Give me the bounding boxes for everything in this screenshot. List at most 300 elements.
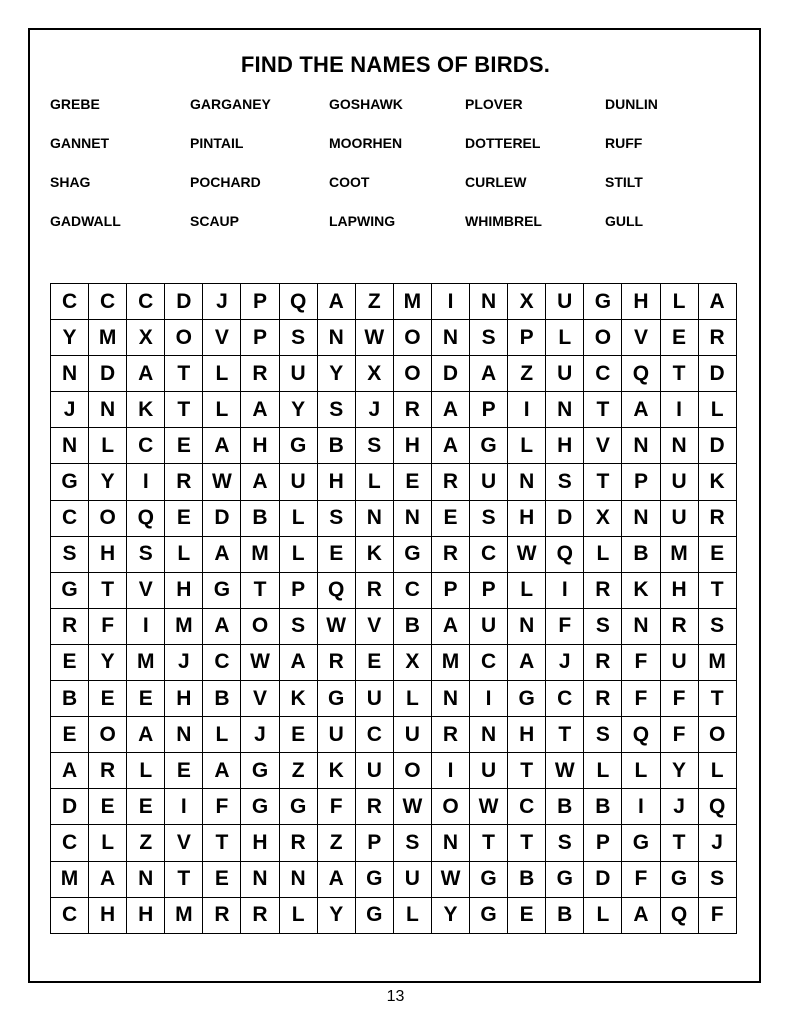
grid-cell[interactable]: H	[127, 897, 165, 933]
grid-cell[interactable]: Q	[622, 717, 660, 753]
grid-cell[interactable]: D	[203, 500, 241, 536]
grid-cell[interactable]: N	[355, 500, 393, 536]
grid-cell[interactable]: E	[165, 500, 203, 536]
grid-cell[interactable]: N	[317, 320, 355, 356]
grid-cell[interactable]: S	[470, 500, 508, 536]
grid-cell[interactable]: E	[317, 536, 355, 572]
grid-cell[interactable]: L	[584, 536, 622, 572]
grid-cell[interactable]: D	[165, 284, 203, 320]
grid-cell[interactable]: X	[127, 320, 165, 356]
grid-cell[interactable]: G	[660, 861, 698, 897]
grid-cell[interactable]: L	[393, 897, 431, 933]
grid-cell[interactable]: Y	[660, 753, 698, 789]
grid-cell[interactable]: I	[660, 392, 698, 428]
grid-cell[interactable]: L	[660, 284, 698, 320]
grid-cell[interactable]: A	[698, 284, 736, 320]
grid-cell[interactable]: D	[51, 789, 89, 825]
grid-cell[interactable]: O	[89, 500, 127, 536]
grid-cell[interactable]: G	[279, 428, 317, 464]
grid-cell[interactable]: A	[241, 392, 279, 428]
grid-cell[interactable]: G	[241, 753, 279, 789]
grid-cell[interactable]: D	[89, 356, 127, 392]
grid-cell[interactable]: C	[51, 284, 89, 320]
grid-cell[interactable]: U	[470, 608, 508, 644]
grid-cell[interactable]: R	[431, 464, 469, 500]
grid-cell[interactable]: E	[508, 897, 546, 933]
grid-cell[interactable]: R	[584, 572, 622, 608]
grid-cell[interactable]: L	[279, 536, 317, 572]
grid-cell[interactable]: J	[165, 644, 203, 680]
grid-cell[interactable]: O	[89, 717, 127, 753]
grid-cell[interactable]: Y	[89, 644, 127, 680]
grid-cell[interactable]: Q	[317, 572, 355, 608]
grid-cell[interactable]: C	[203, 644, 241, 680]
grid-cell[interactable]: G	[355, 897, 393, 933]
grid-cell[interactable]: X	[393, 644, 431, 680]
grid-cell[interactable]: R	[51, 608, 89, 644]
grid-cell[interactable]: I	[470, 681, 508, 717]
grid-cell[interactable]: G	[584, 284, 622, 320]
grid-cell[interactable]: U	[660, 464, 698, 500]
grid-cell[interactable]: N	[165, 717, 203, 753]
grid-cell[interactable]: T	[660, 356, 698, 392]
grid-cell[interactable]: R	[584, 644, 622, 680]
grid-cell[interactable]: B	[393, 608, 431, 644]
grid-cell[interactable]: U	[660, 644, 698, 680]
grid-cell[interactable]: J	[546, 644, 584, 680]
grid-cell[interactable]: Q	[546, 536, 584, 572]
grid-cell[interactable]: M	[165, 608, 203, 644]
grid-cell[interactable]: E	[698, 536, 736, 572]
grid-cell[interactable]: Y	[51, 320, 89, 356]
grid-cell[interactable]: L	[165, 536, 203, 572]
grid-cell[interactable]: E	[431, 500, 469, 536]
grid-cell[interactable]: U	[355, 681, 393, 717]
grid-cell[interactable]: P	[584, 825, 622, 861]
grid-cell[interactable]: L	[279, 500, 317, 536]
grid-cell[interactable]: V	[241, 681, 279, 717]
grid-cell[interactable]: N	[241, 861, 279, 897]
grid-cell[interactable]: U	[279, 356, 317, 392]
grid-cell[interactable]: B	[546, 897, 584, 933]
grid-cell[interactable]: T	[660, 825, 698, 861]
grid-cell[interactable]: Q	[660, 897, 698, 933]
grid-cell[interactable]: N	[470, 284, 508, 320]
grid-cell[interactable]: U	[317, 717, 355, 753]
grid-cell[interactable]: B	[584, 789, 622, 825]
grid-cell[interactable]: V	[165, 825, 203, 861]
grid-cell[interactable]: W	[317, 608, 355, 644]
grid-cell[interactable]: X	[355, 356, 393, 392]
grid-cell[interactable]: W	[508, 536, 546, 572]
grid-cell[interactable]: Y	[431, 897, 469, 933]
grid-cell[interactable]: L	[127, 753, 165, 789]
grid-cell[interactable]: C	[51, 825, 89, 861]
grid-cell[interactable]: I	[508, 392, 546, 428]
grid-cell[interactable]: R	[317, 644, 355, 680]
grid-cell[interactable]: R	[393, 392, 431, 428]
grid-cell[interactable]: G	[470, 861, 508, 897]
grid-cell[interactable]: Z	[317, 825, 355, 861]
grid-cell[interactable]: W	[355, 320, 393, 356]
grid-cell[interactable]: P	[431, 572, 469, 608]
grid-cell[interactable]: R	[431, 536, 469, 572]
grid-cell[interactable]: R	[203, 897, 241, 933]
grid-cell[interactable]: O	[241, 608, 279, 644]
grid-cell[interactable]: D	[546, 500, 584, 536]
grid-cell[interactable]: T	[698, 572, 736, 608]
grid-cell[interactable]: N	[660, 428, 698, 464]
grid-cell[interactable]: G	[393, 536, 431, 572]
grid-cell[interactable]: L	[279, 897, 317, 933]
grid-cell[interactable]: Z	[508, 356, 546, 392]
grid-cell[interactable]: L	[584, 897, 622, 933]
grid-cell[interactable]: H	[508, 717, 546, 753]
grid-cell[interactable]: S	[546, 825, 584, 861]
grid-cell[interactable]: L	[546, 320, 584, 356]
grid-cell[interactable]: N	[51, 428, 89, 464]
grid-cell[interactable]: N	[546, 392, 584, 428]
grid-cell[interactable]: I	[431, 753, 469, 789]
grid-cell[interactable]: M	[431, 644, 469, 680]
grid-cell[interactable]: U	[546, 356, 584, 392]
grid-cell[interactable]: S	[279, 608, 317, 644]
grid-cell[interactable]: X	[584, 500, 622, 536]
grid-cell[interactable]: S	[317, 500, 355, 536]
grid-cell[interactable]: B	[508, 861, 546, 897]
grid-cell[interactable]: M	[660, 536, 698, 572]
grid-cell[interactable]: J	[241, 717, 279, 753]
grid-cell[interactable]: J	[203, 284, 241, 320]
grid-cell[interactable]: R	[89, 753, 127, 789]
grid-cell[interactable]: U	[546, 284, 584, 320]
grid-cell[interactable]: E	[393, 464, 431, 500]
grid-cell[interactable]: W	[470, 789, 508, 825]
grid-cell[interactable]: T	[508, 753, 546, 789]
grid-cell[interactable]: A	[127, 717, 165, 753]
grid-cell[interactable]: A	[203, 608, 241, 644]
grid-cell[interactable]: K	[279, 681, 317, 717]
grid-cell[interactable]: C	[508, 789, 546, 825]
grid-cell[interactable]: H	[165, 572, 203, 608]
grid-cell[interactable]: N	[508, 464, 546, 500]
grid-cell[interactable]: A	[431, 608, 469, 644]
grid-cell[interactable]: A	[203, 536, 241, 572]
grid-cell[interactable]: F	[546, 608, 584, 644]
grid-cell[interactable]: P	[470, 392, 508, 428]
grid-cell[interactable]: O	[393, 356, 431, 392]
grid-cell[interactable]: O	[431, 789, 469, 825]
grid-cell[interactable]: T	[203, 825, 241, 861]
grid-cell[interactable]: C	[51, 897, 89, 933]
grid-cell[interactable]: D	[698, 428, 736, 464]
grid-cell[interactable]: E	[89, 789, 127, 825]
grid-cell[interactable]: N	[89, 392, 127, 428]
grid-cell[interactable]: T	[241, 572, 279, 608]
grid-cell[interactable]: R	[660, 608, 698, 644]
grid-cell[interactable]: L	[622, 753, 660, 789]
grid-cell[interactable]: H	[317, 464, 355, 500]
grid-cell[interactable]: H	[241, 428, 279, 464]
grid-cell[interactable]: M	[241, 536, 279, 572]
grid-cell[interactable]: M	[89, 320, 127, 356]
grid-cell[interactable]: W	[203, 464, 241, 500]
grid-cell[interactable]: A	[241, 464, 279, 500]
grid-cell[interactable]: L	[89, 428, 127, 464]
grid-cell[interactable]: U	[470, 753, 508, 789]
grid-cell[interactable]: N	[470, 717, 508, 753]
grid-cell[interactable]: R	[241, 897, 279, 933]
grid-cell[interactable]: A	[279, 644, 317, 680]
grid-cell[interactable]: B	[51, 681, 89, 717]
grid-cell[interactable]: N	[279, 861, 317, 897]
grid-cell[interactable]: S	[279, 320, 317, 356]
grid-cell[interactable]: R	[165, 464, 203, 500]
grid-cell[interactable]: V	[584, 428, 622, 464]
grid-cell[interactable]: T	[698, 681, 736, 717]
grid-cell[interactable]: F	[203, 789, 241, 825]
grid-cell[interactable]: D	[698, 356, 736, 392]
grid-cell[interactable]: J	[660, 789, 698, 825]
grid-cell[interactable]: Q	[127, 500, 165, 536]
grid-cell[interactable]: R	[241, 356, 279, 392]
grid-cell[interactable]: S	[698, 861, 736, 897]
grid-cell[interactable]: B	[241, 500, 279, 536]
grid-cell[interactable]: G	[203, 572, 241, 608]
grid-cell[interactable]: E	[165, 428, 203, 464]
grid-cell[interactable]: M	[698, 644, 736, 680]
grid-cell[interactable]: V	[127, 572, 165, 608]
grid-cell[interactable]: W	[546, 753, 584, 789]
grid-cell[interactable]: E	[51, 644, 89, 680]
grid-cell[interactable]: Y	[279, 392, 317, 428]
grid-cell[interactable]: E	[660, 320, 698, 356]
grid-cell[interactable]: B	[317, 428, 355, 464]
grid-cell[interactable]: F	[89, 608, 127, 644]
grid-cell[interactable]: C	[470, 644, 508, 680]
grid-cell[interactable]: R	[698, 500, 736, 536]
grid-cell[interactable]: A	[51, 753, 89, 789]
grid-cell[interactable]: E	[127, 789, 165, 825]
grid-cell[interactable]: I	[165, 789, 203, 825]
grid-cell[interactable]: N	[393, 500, 431, 536]
grid-cell[interactable]: G	[355, 861, 393, 897]
grid-cell[interactable]: R	[698, 320, 736, 356]
grid-cell[interactable]: J	[698, 825, 736, 861]
grid-cell[interactable]: C	[546, 681, 584, 717]
grid-cell[interactable]: L	[508, 572, 546, 608]
grid-cell[interactable]: L	[203, 717, 241, 753]
grid-cell[interactable]: L	[698, 753, 736, 789]
grid-cell[interactable]: L	[203, 356, 241, 392]
grid-cell[interactable]: J	[355, 392, 393, 428]
grid-cell[interactable]: I	[127, 464, 165, 500]
grid-cell[interactable]: A	[470, 356, 508, 392]
grid-cell[interactable]: N	[431, 825, 469, 861]
grid-cell[interactable]: O	[393, 753, 431, 789]
grid-cell[interactable]: A	[89, 861, 127, 897]
grid-cell[interactable]: S	[393, 825, 431, 861]
grid-cell[interactable]: A	[431, 428, 469, 464]
grid-cell[interactable]: K	[127, 392, 165, 428]
grid-cell[interactable]: G	[470, 428, 508, 464]
grid-cell[interactable]: S	[470, 320, 508, 356]
grid-cell[interactable]: O	[165, 320, 203, 356]
grid-cell[interactable]: A	[508, 644, 546, 680]
grid-cell[interactable]: E	[89, 681, 127, 717]
grid-cell[interactable]: V	[355, 608, 393, 644]
grid-cell[interactable]: Y	[317, 356, 355, 392]
grid-cell[interactable]: J	[51, 392, 89, 428]
grid-cell[interactable]: C	[584, 356, 622, 392]
grid-cell[interactable]: Z	[355, 284, 393, 320]
grid-cell[interactable]: U	[355, 753, 393, 789]
grid-cell[interactable]: M	[165, 897, 203, 933]
grid-cell[interactable]: C	[470, 536, 508, 572]
grid-cell[interactable]: T	[546, 717, 584, 753]
grid-cell[interactable]: X	[508, 284, 546, 320]
grid-cell[interactable]: G	[317, 681, 355, 717]
grid-cell[interactable]: P	[622, 464, 660, 500]
grid-cell[interactable]: L	[508, 428, 546, 464]
grid-cell[interactable]: K	[698, 464, 736, 500]
grid-cell[interactable]: N	[508, 608, 546, 644]
grid-cell[interactable]: O	[393, 320, 431, 356]
grid-cell[interactable]: M	[393, 284, 431, 320]
grid-cell[interactable]: B	[622, 536, 660, 572]
grid-cell[interactable]: I	[127, 608, 165, 644]
grid-cell[interactable]: S	[355, 428, 393, 464]
grid-cell[interactable]: E	[51, 717, 89, 753]
grid-cell[interactable]: L	[584, 753, 622, 789]
grid-cell[interactable]: C	[127, 284, 165, 320]
grid-cell[interactable]: U	[470, 464, 508, 500]
grid-cell[interactable]: I	[546, 572, 584, 608]
grid-cell[interactable]: T	[584, 464, 622, 500]
grid-cell[interactable]: N	[431, 320, 469, 356]
grid-cell[interactable]: F	[660, 681, 698, 717]
grid-cell[interactable]: H	[89, 536, 127, 572]
grid-cell[interactable]: A	[622, 392, 660, 428]
grid-cell[interactable]: Y	[89, 464, 127, 500]
grid-cell[interactable]: Q	[279, 284, 317, 320]
grid-cell[interactable]: F	[622, 861, 660, 897]
grid-cell[interactable]: Z	[279, 753, 317, 789]
grid-cell[interactable]: S	[127, 536, 165, 572]
grid-cell[interactable]: G	[279, 789, 317, 825]
grid-cell[interactable]: N	[622, 500, 660, 536]
grid-cell[interactable]: L	[698, 392, 736, 428]
grid-cell[interactable]: N	[622, 428, 660, 464]
grid-cell[interactable]: G	[241, 789, 279, 825]
grid-cell[interactable]: F	[622, 644, 660, 680]
grid-cell[interactable]: U	[393, 861, 431, 897]
grid-cell[interactable]: D	[431, 356, 469, 392]
grid-cell[interactable]: B	[546, 789, 584, 825]
grid-cell[interactable]: E	[165, 753, 203, 789]
grid-cell[interactable]: P	[470, 572, 508, 608]
grid-cell[interactable]: E	[127, 681, 165, 717]
grid-cell[interactable]: S	[317, 392, 355, 428]
grid-cell[interactable]: C	[355, 717, 393, 753]
grid-cell[interactable]: P	[241, 320, 279, 356]
grid-cell[interactable]: H	[508, 500, 546, 536]
grid-cell[interactable]: S	[698, 608, 736, 644]
grid-cell[interactable]: E	[279, 717, 317, 753]
grid-cell[interactable]: S	[584, 608, 622, 644]
grid-cell[interactable]: P	[279, 572, 317, 608]
grid-cell[interactable]: Y	[317, 897, 355, 933]
grid-cell[interactable]: R	[584, 681, 622, 717]
grid-cell[interactable]: T	[508, 825, 546, 861]
grid-cell[interactable]: W	[393, 789, 431, 825]
grid-cell[interactable]: Q	[698, 789, 736, 825]
grid-cell[interactable]: B	[203, 681, 241, 717]
grid-cell[interactable]: H	[622, 284, 660, 320]
grid-cell[interactable]: U	[660, 500, 698, 536]
grid-cell[interactable]: E	[203, 861, 241, 897]
grid-cell[interactable]: K	[317, 753, 355, 789]
grid-cell[interactable]: Z	[127, 825, 165, 861]
grid-cell[interactable]: L	[355, 464, 393, 500]
grid-cell[interactable]: H	[546, 428, 584, 464]
grid-cell[interactable]: A	[203, 753, 241, 789]
grid-cell[interactable]: L	[89, 825, 127, 861]
grid-cell[interactable]: H	[241, 825, 279, 861]
grid-cell[interactable]: U	[279, 464, 317, 500]
grid-cell[interactable]: G	[470, 897, 508, 933]
grid-cell[interactable]: M	[127, 644, 165, 680]
grid-cell[interactable]: S	[584, 717, 622, 753]
grid-cell[interactable]: M	[51, 861, 89, 897]
grid-cell[interactable]: R	[355, 789, 393, 825]
grid-cell[interactable]: H	[165, 681, 203, 717]
grid-cell[interactable]: C	[393, 572, 431, 608]
grid-cell[interactable]: T	[89, 572, 127, 608]
grid-cell[interactable]: A	[317, 861, 355, 897]
grid-cell[interactable]: E	[355, 644, 393, 680]
grid-cell[interactable]: A	[203, 428, 241, 464]
grid-cell[interactable]: S	[546, 464, 584, 500]
grid-cell[interactable]: L	[203, 392, 241, 428]
grid-cell[interactable]: C	[51, 500, 89, 536]
grid-cell[interactable]: T	[165, 392, 203, 428]
grid-cell[interactable]: G	[51, 464, 89, 500]
grid-cell[interactable]: F	[698, 897, 736, 933]
grid-cell[interactable]: O	[698, 717, 736, 753]
grid-cell[interactable]: A	[317, 284, 355, 320]
grid-cell[interactable]: W	[241, 644, 279, 680]
grid-cell[interactable]: A	[127, 356, 165, 392]
grid-cell[interactable]: K	[355, 536, 393, 572]
grid-cell[interactable]: G	[546, 861, 584, 897]
grid-cell[interactable]: G	[508, 681, 546, 717]
grid-cell[interactable]: T	[470, 825, 508, 861]
grid-cell[interactable]: S	[51, 536, 89, 572]
grid-cell[interactable]: N	[51, 356, 89, 392]
grid-cell[interactable]: A	[622, 897, 660, 933]
grid-cell[interactable]: C	[127, 428, 165, 464]
grid-cell[interactable]: W	[431, 861, 469, 897]
grid-cell[interactable]: I	[622, 789, 660, 825]
grid-cell[interactable]: G	[622, 825, 660, 861]
grid-cell[interactable]: R	[279, 825, 317, 861]
grid-cell[interactable]: V	[203, 320, 241, 356]
grid-cell[interactable]: D	[584, 861, 622, 897]
grid-cell[interactable]: C	[89, 284, 127, 320]
grid-cell[interactable]: H	[393, 428, 431, 464]
grid-cell[interactable]: V	[622, 320, 660, 356]
